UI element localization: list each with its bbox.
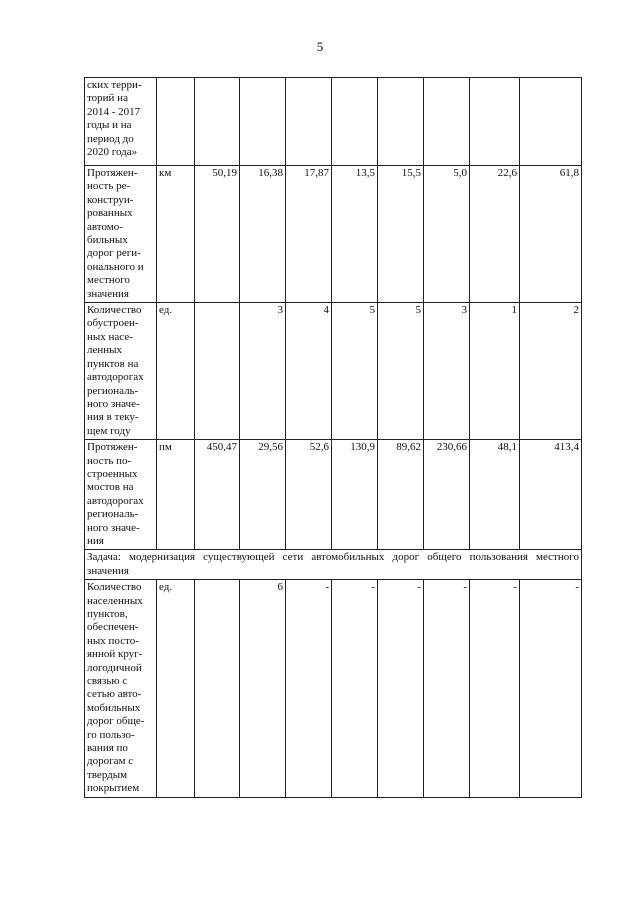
unit-cell: пм [157,440,195,550]
indicator-name-cell: Количество населенных пунктов, обеспечен- ных посто- янной круг- логодичной связью с сетью авто- мобильных дорог обще- го пользо- вания по дорогам с твердым покрытием [85,580,157,798]
unit-cell: км [157,166,195,303]
task-row [85,550,582,580]
value-cell [195,78,240,166]
value-cell [424,78,470,166]
unit-cell: ед. [157,580,195,798]
value-cell: 413,4 [520,440,582,550]
table-row [85,580,582,798]
value-cell: 89,62 [378,440,424,550]
value-cell: 48,1 [470,440,520,550]
value-cell: - [424,580,470,798]
value-cell: 5 [378,303,424,440]
value-cell: 130,9 [332,440,378,550]
value-cell: - [378,580,424,798]
indicator-name-cell: ских терри- торий на 2014 - 2017 годы и на период до 2020 года» [85,78,157,166]
value-cell [378,78,424,166]
value-cell: 15,5 [378,166,424,303]
table-row [85,303,582,440]
value-cell [195,580,240,798]
value-cell: 16,38 [240,166,286,303]
value-cell: 5 [332,303,378,440]
value-cell: - [332,580,378,798]
value-cell [470,78,520,166]
value-cell: 50,19 [195,166,240,303]
value-cell [195,303,240,440]
value-cell: 22,6 [470,166,520,303]
value-cell: 52,6 [286,440,332,550]
value-cell [332,78,378,166]
value-cell: - [286,580,332,798]
value-cell: 230,66 [424,440,470,550]
indicator-name-cell: Протяжен- ность ре- конструи- рованных автомо- бильных дорог реги- онального и местного значения [85,166,157,303]
value-cell [520,78,582,166]
value-cell: - [470,580,520,798]
value-cell: 29,56 [240,440,286,550]
value-cell: 3 [240,303,286,440]
value-cell: 13,5 [332,166,378,303]
value-cell [286,78,332,166]
unit-cell: ед. [157,303,195,440]
value-cell: 3 [424,303,470,440]
value-cell [240,78,286,166]
indicator-name-cell: Протяжен- ность по- строенных мостов на автодорогах региональ- ного значе- ния [85,440,157,550]
value-cell: 5,0 [424,166,470,303]
value-cell: 1 [470,303,520,440]
value-cell: 17,87 [286,166,332,303]
table-row [85,78,582,166]
value-cell: 61,8 [520,166,582,303]
unit-cell [157,78,195,166]
value-cell: 450,47 [195,440,240,550]
page-number: 5 [316,39,324,54]
value-cell: 4 [286,303,332,440]
task-heading: Задача: модернизация существующей сети автомобильных дорог общего пользования местного значения [85,550,582,580]
table-row [85,166,582,303]
indicator-table [84,77,582,798]
table-row [85,440,582,550]
value-cell: 2 [520,303,582,440]
value-cell: 6 [240,580,286,798]
value-cell: - [520,580,582,798]
indicator-name-cell: Количество обустроен- ных насе- ленных пунктов на автодорогах региональ- ного значе- ния в теку- щем году [85,303,157,440]
